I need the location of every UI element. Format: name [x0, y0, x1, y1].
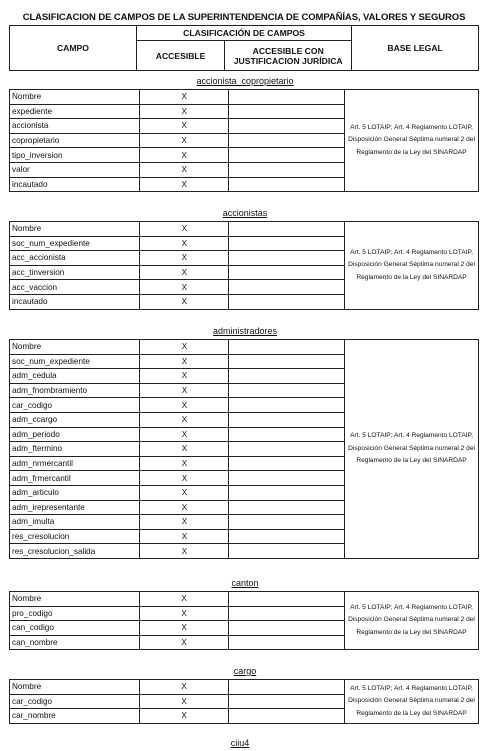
- base-legal-cell: Art. 5 LOTAIP; Art. 4 Reglamento LOTAIP, Disposición General Séptima numeral 2 del Reglamento de la Ley del SINARDAP: [345, 340, 479, 559]
- accesible-cell: X: [140, 412, 229, 427]
- accesible-cell: X: [140, 709, 229, 724]
- campo-cell: res_cresolucion: [10, 529, 140, 544]
- justificacion-cell: [229, 398, 345, 413]
- campo-cell: copropietario: [10, 133, 140, 148]
- justificacion-cell: [229, 694, 345, 709]
- justificacion-cell: [229, 90, 345, 105]
- justificacion-cell: [229, 177, 345, 192]
- header-accesible: ACCESIBLE: [136, 41, 224, 71]
- accesible-cell: X: [140, 544, 229, 559]
- accesible-cell: X: [140, 148, 229, 163]
- accesible-cell: X: [140, 606, 229, 621]
- accesible-cell: X: [140, 369, 229, 384]
- base-legal-cell: Art. 5 LOTAIP; Art. 4 Reglamento LOTAIP, Disposición General Séptima numeral 2 del Reglamento de la Ley del SINARDAP: [344, 592, 478, 650]
- campo-cell: acc_tinversion: [10, 265, 140, 280]
- section-table: [9, 591, 479, 650]
- campo-cell: adm_ftermino: [10, 442, 140, 457]
- campo-cell: soc_num_expediente: [10, 354, 140, 369]
- justificacion-cell: [229, 412, 345, 427]
- justificacion-cell: [229, 500, 345, 515]
- justificacion-cell: [229, 456, 345, 471]
- justificacion-cell: [229, 148, 345, 163]
- section-title: cargo: [233, 666, 257, 676]
- campo-cell: car_codigo: [10, 694, 140, 709]
- header-clasificacion: CLASIFICACIÓN DE CAMPOS: [136, 26, 351, 41]
- accesible-cell: X: [140, 104, 229, 119]
- section-table: [9, 89, 479, 192]
- table-row: [10, 222, 479, 237]
- campo-cell: Nombre: [10, 680, 140, 695]
- justificacion-cell: [229, 340, 345, 355]
- section-title: canton: [231, 578, 259, 588]
- campo-cell: car_codigo: [10, 398, 140, 413]
- accesible-cell: X: [140, 529, 229, 544]
- campo-cell: adm_periodo: [10, 427, 140, 442]
- justificacion-cell: [229, 119, 345, 134]
- justificacion-cell: [229, 383, 345, 398]
- campo-cell: car_nombre: [10, 709, 140, 724]
- campo-cell: can_codigo: [10, 621, 140, 636]
- justificacion-cell: [229, 133, 345, 148]
- accesible-cell: X: [140, 680, 229, 695]
- section-table: [9, 339, 479, 559]
- base-legal-cell: Art. 5 LOTAIP; Art. 4 Reglamento LOTAIP, Disposición General Séptima numeral 2 del Reglamento de la Ley del SINARDAP: [345, 222, 479, 310]
- campo-cell: Nombre: [10, 592, 140, 607]
- campo-cell: adm_cedula: [10, 369, 140, 384]
- campo-cell: can_nombre: [10, 635, 140, 650]
- campo-cell: incautado: [10, 294, 140, 309]
- section-title: administradores: [212, 326, 278, 336]
- campo-cell: expediente: [10, 104, 140, 119]
- accesible-cell: X: [140, 280, 229, 295]
- justificacion-cell: [229, 544, 345, 559]
- accesible-cell: X: [140, 383, 229, 398]
- campo-cell: adm_irepresentante: [10, 500, 140, 515]
- campo-cell: adm_imulta: [10, 515, 140, 530]
- accesible-cell: X: [140, 471, 229, 486]
- justificacion-cell: [229, 635, 345, 650]
- accesible-cell: X: [140, 694, 229, 709]
- accesible-cell: X: [140, 427, 229, 442]
- accesible-cell: X: [140, 119, 229, 134]
- campo-cell: adm_articulo: [10, 485, 140, 500]
- accesible-cell: X: [140, 635, 229, 650]
- justificacion-cell: [229, 265, 345, 280]
- justificacion-cell: [229, 442, 345, 457]
- campo-cell: acc_vaccion: [10, 280, 140, 295]
- campo-cell: adm_frmercantil: [10, 471, 140, 486]
- accesible-cell: X: [140, 177, 229, 192]
- table-row: [10, 90, 479, 105]
- campo-cell: pro_codigo: [10, 606, 140, 621]
- table-row: [10, 592, 479, 607]
- justificacion-cell: [229, 104, 345, 119]
- campo-cell: adm_nrmercantil: [10, 456, 140, 471]
- accesible-cell: X: [140, 251, 229, 266]
- header-base-legal: BASE LEGAL: [352, 26, 479, 71]
- campo-cell: Nombre: [10, 340, 140, 355]
- justificacion-cell: [229, 222, 345, 237]
- justificacion-cell: [229, 592, 345, 607]
- justificacion-cell: [229, 294, 345, 309]
- justificacion-cell: [229, 251, 345, 266]
- accesible-cell: X: [140, 133, 229, 148]
- accesible-cell: X: [140, 485, 229, 500]
- justificacion-cell: [229, 280, 345, 295]
- header-campo: CAMPO: [10, 26, 137, 71]
- justificacion-cell: [229, 369, 345, 384]
- accesible-cell: X: [140, 236, 229, 251]
- justificacion-cell: [229, 354, 345, 369]
- justificacion-cell: [229, 680, 345, 695]
- accesible-cell: X: [140, 500, 229, 515]
- accesible-cell: X: [140, 515, 229, 530]
- base-legal-cell: Art. 5 LOTAIP; Art. 4 Reglamento LOTAIP, Disposición General Séptima numeral 2 del Reglamento de la Ley del SINARDAP: [345, 90, 479, 192]
- justificacion-cell: [229, 621, 345, 636]
- campo-cell: res_cresolucion_salida: [10, 544, 140, 559]
- section-table: [9, 679, 479, 724]
- document-title: CLASIFICACION DE CAMPOS DE LA SUPERINTENDENCIA DE COMPAÑÍAS, VALORES Y SEGUROS: [22, 12, 466, 23]
- header-accesible-justificacion: ACCESIBLE CON JUSTIFICACION JURÍDICA: [225, 41, 352, 71]
- campo-cell: tipo_inversion: [10, 148, 140, 163]
- header-table: [9, 25, 479, 71]
- campo-cell: Nombre: [10, 90, 140, 105]
- accesible-cell: X: [140, 162, 229, 177]
- section-title: accionistas: [222, 208, 268, 218]
- section-table: [9, 221, 479, 310]
- accesible-cell: X: [140, 340, 229, 355]
- accesible-cell: X: [140, 592, 229, 607]
- justificacion-cell: [229, 471, 345, 486]
- campo-cell: valor: [10, 162, 140, 177]
- section-title: accionista_copropietario: [196, 76, 294, 86]
- accesible-cell: X: [140, 621, 229, 636]
- accesible-cell: X: [140, 442, 229, 457]
- base-legal-cell: Art. 5 LOTAIP; Art. 4 Reglamento LOTAIP, Disposición General Séptima numeral 2 del Reglamento de la Ley del SINARDAP: [344, 680, 478, 724]
- justificacion-cell: [229, 485, 345, 500]
- justificacion-cell: [229, 515, 345, 530]
- campo-cell: accionista: [10, 119, 140, 134]
- accesible-cell: X: [140, 398, 229, 413]
- accesible-cell: X: [140, 222, 229, 237]
- justificacion-cell: [229, 529, 345, 544]
- accesible-cell: X: [140, 265, 229, 280]
- section-title-ciiu4: ciiu4: [230, 738, 250, 748]
- accesible-cell: X: [140, 90, 229, 105]
- campo-cell: acc_accionista: [10, 251, 140, 266]
- justificacion-cell: [229, 427, 345, 442]
- justificacion-cell: [229, 606, 345, 621]
- accesible-cell: X: [140, 294, 229, 309]
- campo-cell: adm_ccargo: [10, 412, 140, 427]
- campo-cell: Nombre: [10, 222, 140, 237]
- table-row: [10, 340, 479, 355]
- justificacion-cell: [229, 236, 345, 251]
- accesible-cell: X: [140, 354, 229, 369]
- campo-cell: soc_num_expediente: [10, 236, 140, 251]
- campo-cell: incautado: [10, 177, 140, 192]
- justificacion-cell: [229, 709, 345, 724]
- table-row: [10, 680, 479, 695]
- accesible-cell: X: [140, 456, 229, 471]
- justificacion-cell: [229, 162, 345, 177]
- campo-cell: adm_fnombramiento: [10, 383, 140, 398]
